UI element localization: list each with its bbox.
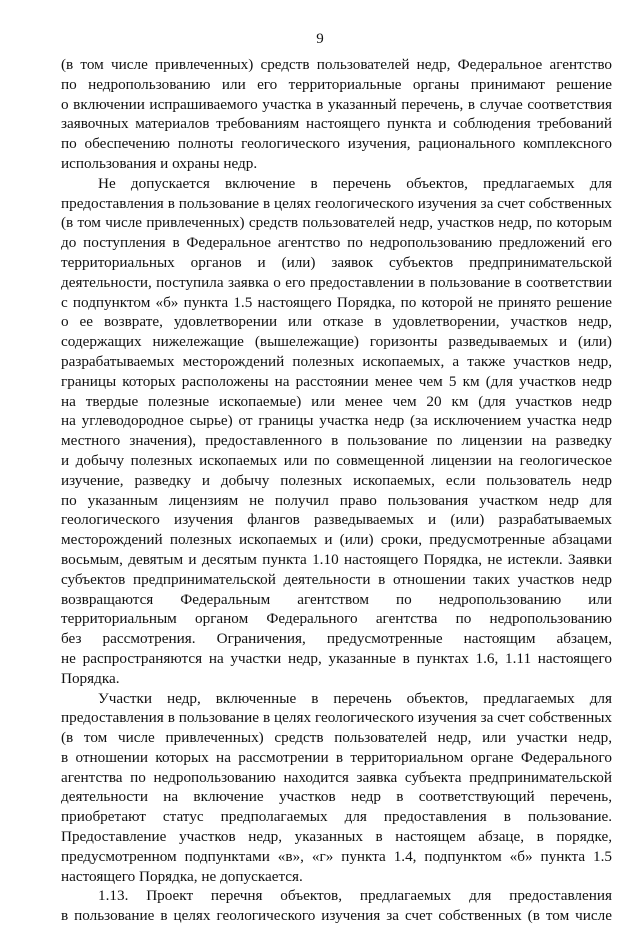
text-line: деятельности, поступила заявка о его предоставлении в пользование в соответствии [61,273,612,291]
text-line: Порядка. [61,669,120,687]
text-line: в пользование в целях геологического изучения за счет собственных (в том числе [61,907,612,925]
text-line: (в том числе привлеченных) средств пользователей недр, или участки недр, [61,729,612,747]
text-line: Не допускается включение в перечень объектов, предлагаемых для [98,174,612,192]
text-line: о ее возврате, удовлетворении или отказе в удовлетворении, участков недр, [61,313,612,331]
text-line: восьмым, девятым и десятым пункта 1.10 настоящего Порядка, не истекли. Заявки [61,550,612,568]
text-line: на твердые полезные ископаемые) или менее чем 20 км (для участков недр [61,392,612,410]
text-line: содержащих нижележащие (вышележащие) горизонты разведываемых и (или) [61,333,612,351]
paragraph [61,886,612,926]
text-line: по обеспечению полноты геологического изучения, рационального комплексного [61,135,612,153]
text-line: на углеводородное сырье) от границы участка недр (за исключением участка недр [61,412,612,430]
text-line: территориальным органом Федерального агентства по недропользованию [61,610,612,628]
text-line: по указанным лицензиям не получил право пользования участком недр для [61,491,612,509]
text-line: месторождений полезных ископаемых и (или) сроки, предусмотренные абзацами [61,531,612,549]
text-line: субъектов предпринимательской деятельности в отношении таких участков недр [61,570,612,588]
text-line: предоставления в пользование в целях геологического изучения за счет собственных [61,709,612,727]
text-line: предоставления в пользование в целях геологического изучения за счет собственных [61,194,612,212]
text-line: возвращаются Федеральным агентством по недропользованию или [61,590,612,608]
text-line: и добычу полезных ископаемых или по совмещенной лицензии на геологическое [61,451,612,469]
text-line: использования и охраны недр. [61,154,258,172]
text-line: до поступления в Федеральное агентство по недропользованию предложений его [61,234,612,252]
paragraph [61,689,612,887]
text-line: Участки недр, включенные в перечень объектов, предлагаемых для [98,689,612,707]
paragraph [61,55,612,174]
text-line: приобретают статус предполагаемых для предоставления в пользование. [61,808,612,826]
text-line: геологического изучения флангов разведываемых и (или) разрабатываемых [61,511,612,529]
text-line: предусмотренном подпунктами «в», «г» пункта 1.4, подпунктом «б» пункта 1.5 [61,847,612,865]
text-line: в отношении которых на рассмотрении в территориальном органе Федерального [61,748,612,766]
text-line: не распространяются на участки недр, указанные в пунктах 1.6, 1.11 настоящего [61,649,612,667]
text-line: без рассмотрения. Ограничения, предусмотренные настоящим абзацем, [61,630,612,648]
text-line: границы которых расположены на расстоянии менее чем 5 км (для участков недр [61,372,612,390]
text-line: (в том числе привлеченных) средств пользователей недр, участков недр, по которым [61,214,612,232]
text-line: о включении испрашиваемого участка в указанный перечень, в случае соответствия [61,95,612,113]
text-line: (в том числе привлеченных) средств пользователей недр, Федеральное агентство [61,56,612,73]
text-line: местного значения), предоставленного в пользование по лицензии на разведку [61,432,612,450]
text-line: с подпунктом «б» пункта 1.5 настоящего Порядка, по которой не принято решение [61,293,612,311]
text-line: изучение, разведку и добычу полезных ископаемых, если пользователь недр [61,471,612,489]
text-line: разрабатываемых месторождений полезных ископаемых, а также участков недр, [61,352,612,370]
text-line: заявочных материалов требованиям настоящего пункта и соблюдения требований [61,115,612,133]
text-line: деятельности на включение участков недр в соответствующий перечень, [61,788,612,806]
document-body [61,55,612,926]
text-line: территориальных органов и (или) заявок субъектов предпринимательской [61,253,612,271]
paragraph [61,174,612,689]
text-line: агентства по недропользованию находится заявка субъекта предпринимательской [61,768,612,786]
text-line: 1.13. Проект перечня объектов, предлагаемых для предоставления [98,887,612,905]
page-number: 9 [316,31,324,47]
text-line: по недропользованию или его территориальные органы принимают решение [61,75,612,93]
text-line: Предоставление участков недр, указанных в настоящем абзаце, в порядке, [61,828,612,846]
text-line: настоящего Порядка, не допускается. [61,867,303,885]
